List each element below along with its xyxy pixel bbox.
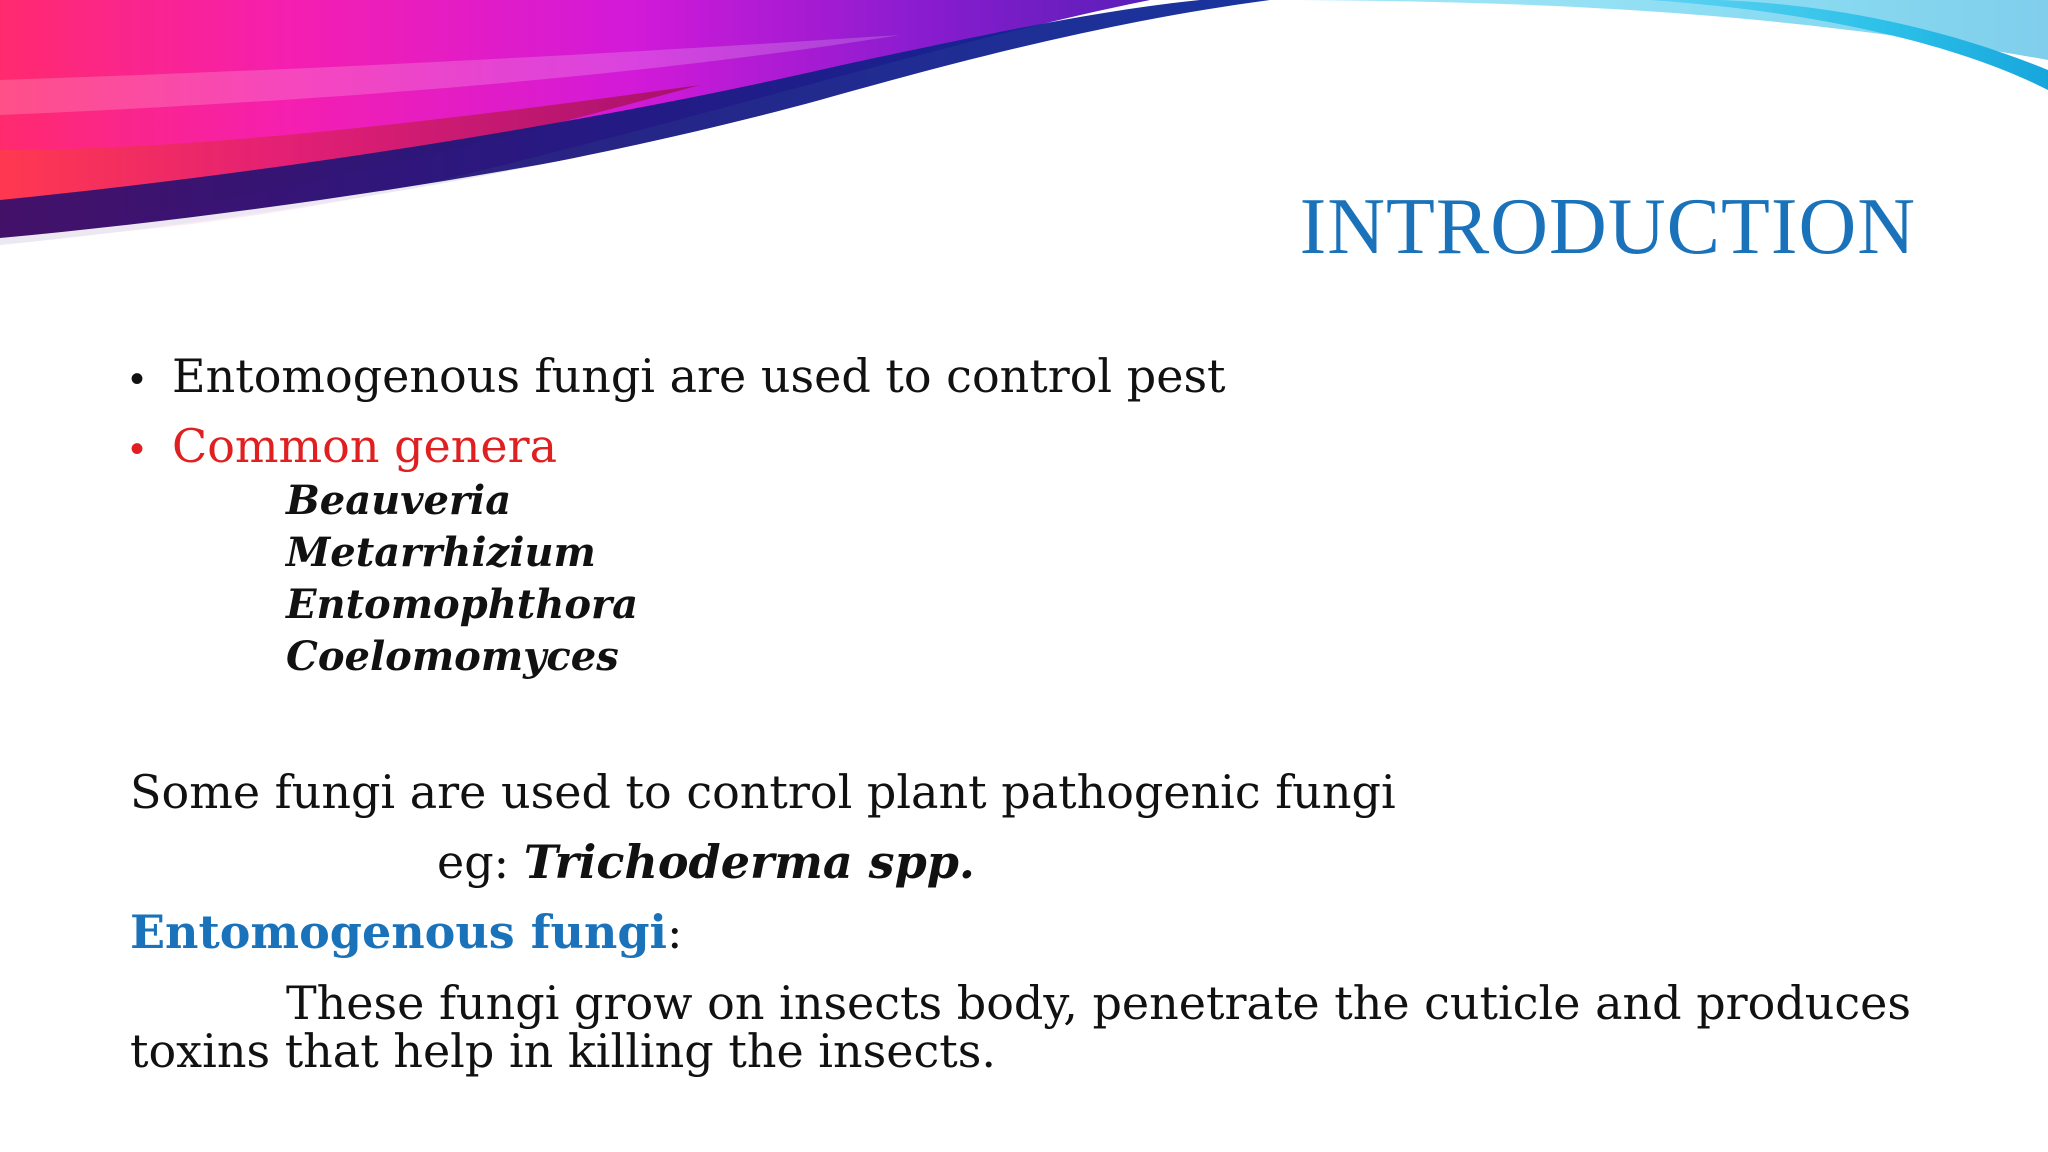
genus-item: Coelomomyces [286,633,619,680]
bullet-item [130,349,1226,406]
definition-heading [130,905,683,959]
example-prefix: eg: [437,835,510,889]
genus-item: Metarrhizium [286,529,596,576]
bullet-text: Entomogenous fungi are used to control pest [172,349,1226,403]
definition-term: Entomogenous fungi [130,905,668,959]
bullet-marker: • [130,427,145,471]
example-line [437,835,975,889]
definition-line-2: toxins that help in killing the insects. [130,1024,996,1078]
example-species: Trichoderma spp. [523,835,975,889]
definition-colon: : [667,905,683,959]
genus-item: Entomophthora [286,581,639,628]
plant-pathogen-statement: Some fungi are used to control plant pathogenic fungi [130,765,1396,819]
definition-line-1: These fungi grow on insects body, penetrate the cuticle and produces [286,976,1911,1030]
bullet-item-common-genera [130,419,557,476]
genus-item: Beauveria [286,477,512,524]
slide-title: INTRODUCTION [1299,183,1916,271]
bullet-marker: • [130,357,145,401]
bullet-text: Common genera [172,419,558,473]
